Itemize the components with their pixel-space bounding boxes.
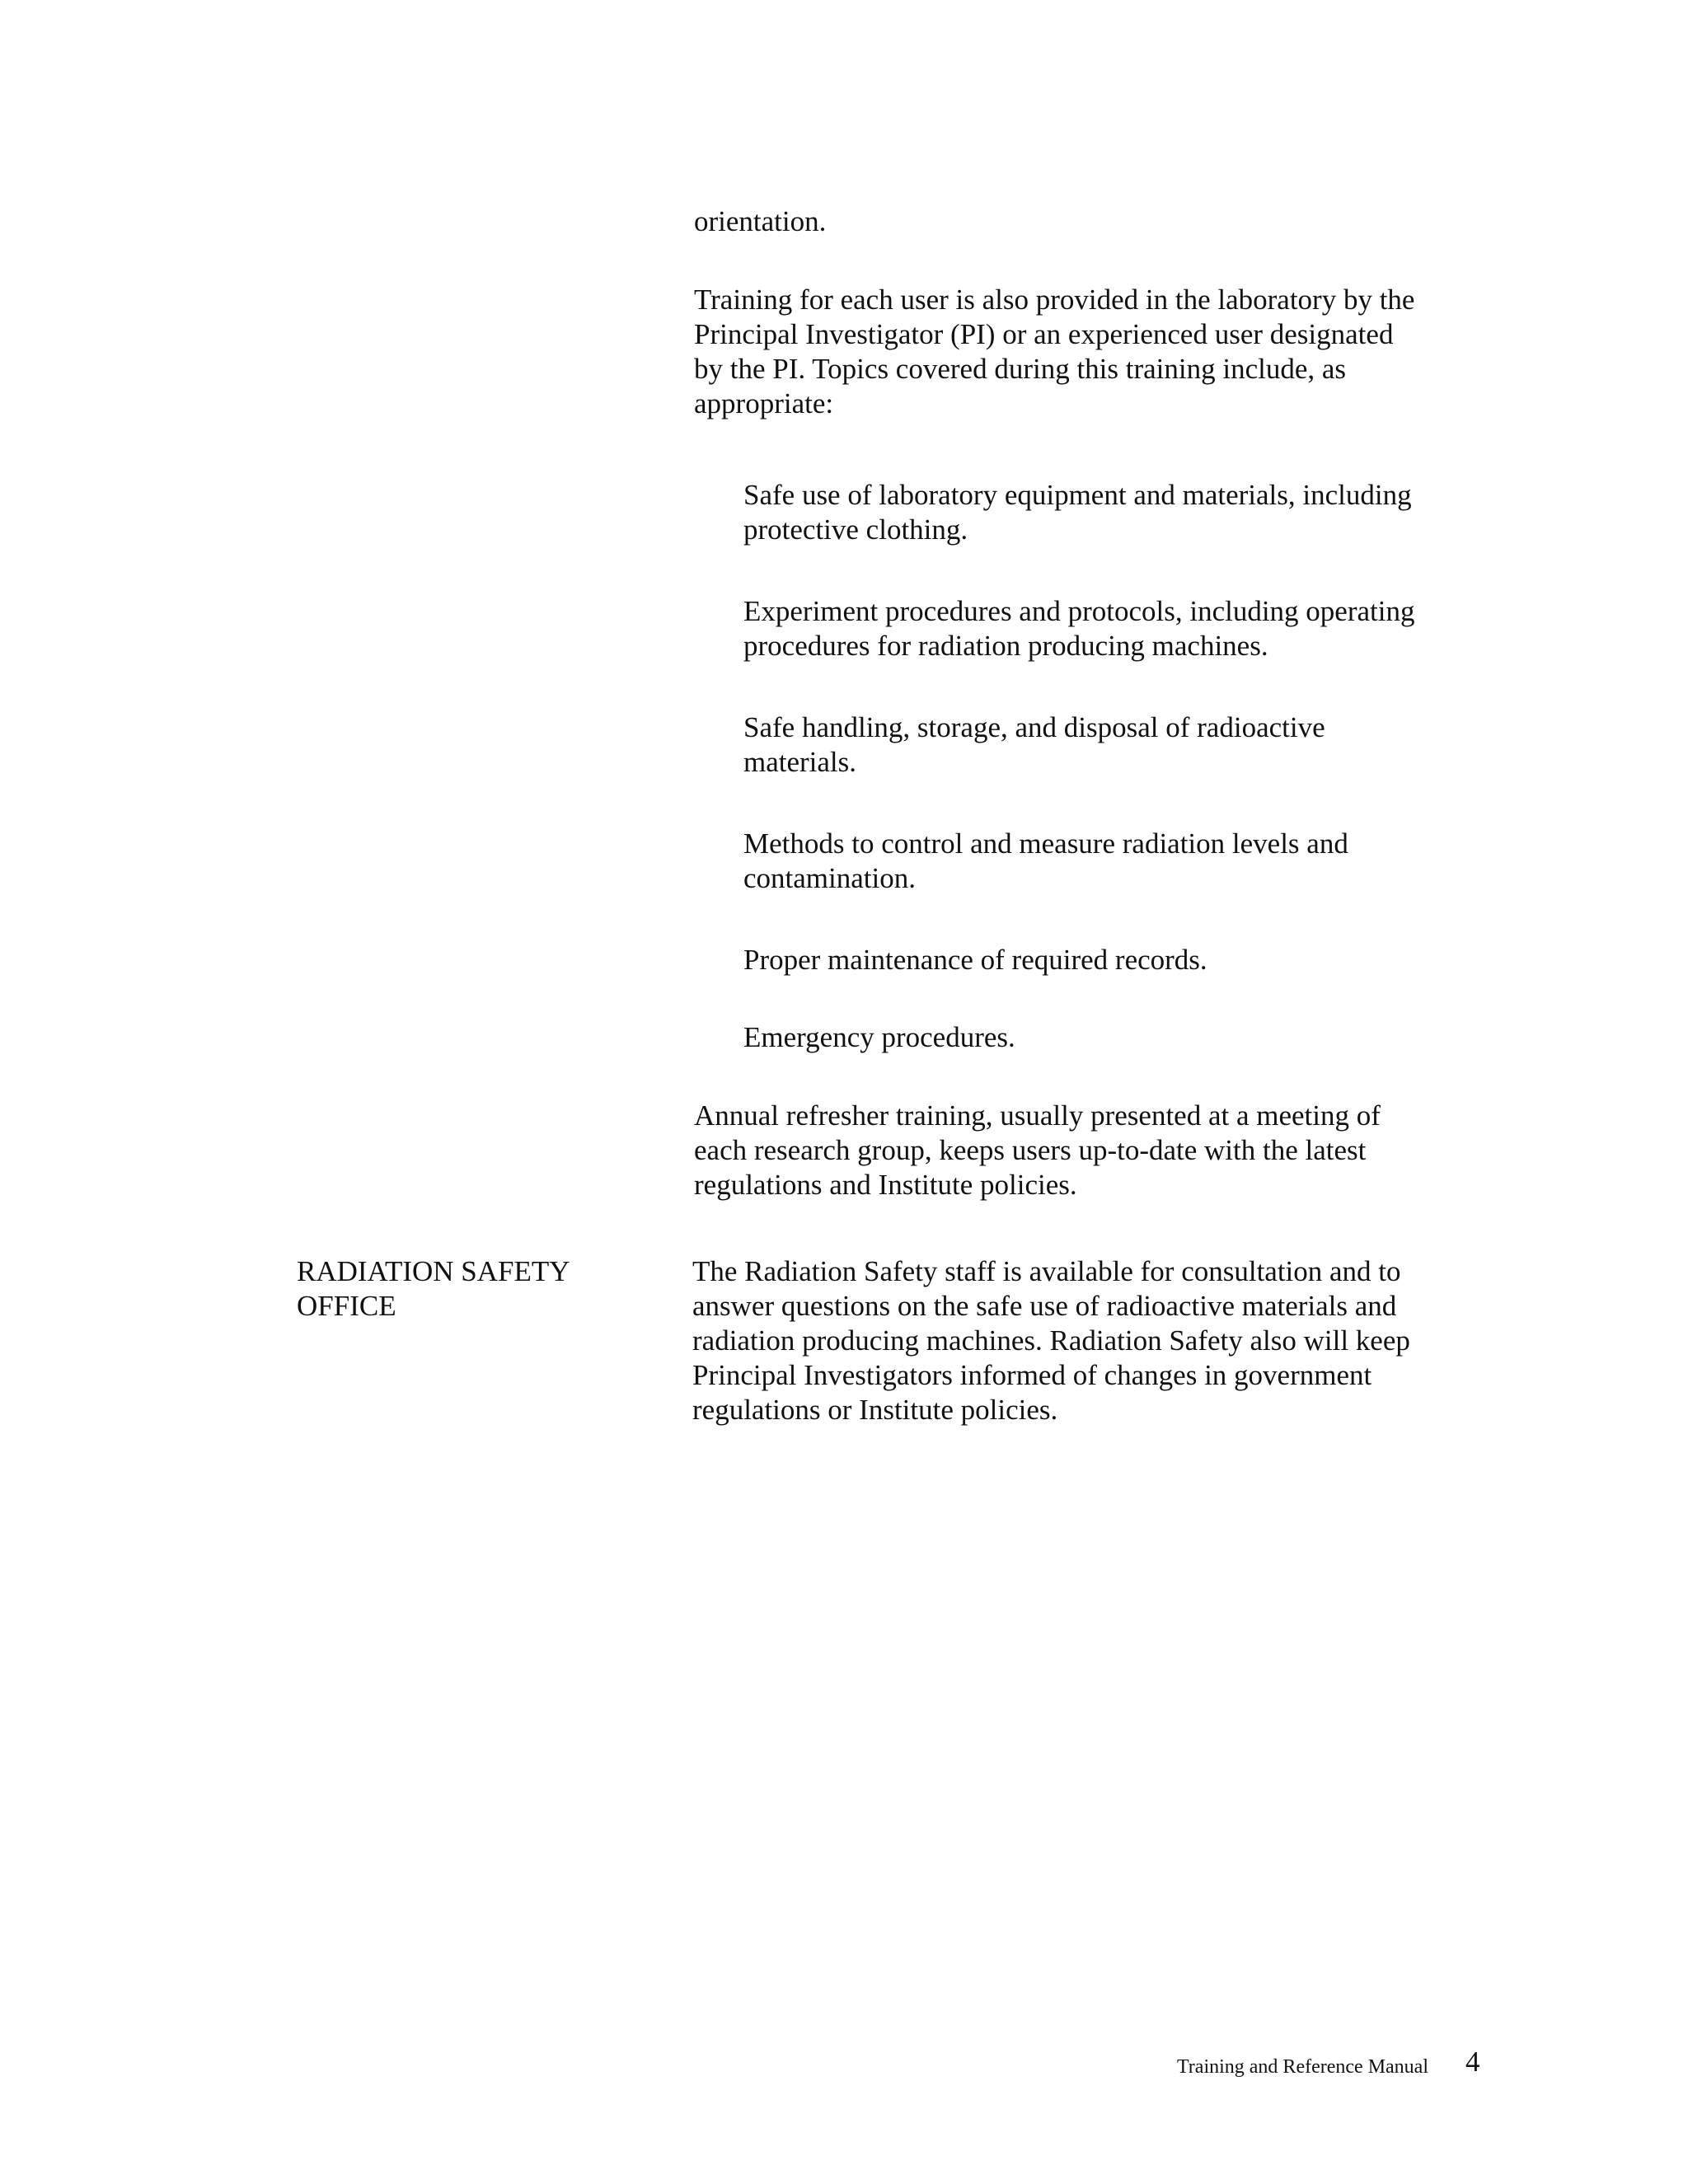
rso-section-heading (297, 1254, 643, 1324)
topic-item: Methods to control and measure radiation levels and contamination. (743, 827, 1348, 894)
lab-training-paragraph: Training for each user is also provided in the laboratory by the Principal Investigator (PI) or an experienced user designated by the PI. Topics covered during this training include, as appropriate: (694, 284, 1415, 419)
rso-heading-line: RADIATION SAFETY (297, 1255, 570, 1287)
topic-item: Safe handling, storage, and disposal of radioactive materials. (743, 711, 1325, 778)
footer-manual-title: Training and Reference Manual (1176, 2056, 1428, 2078)
refresher-paragraph: Annual refresher training, usually presented at a meeting of each research group, keeps users up-to-date with the latest regulations and Institute policies. (694, 1099, 1381, 1201)
intro-tail-text: orientation. (694, 205, 827, 237)
rso-heading-line: OFFICE (297, 1290, 396, 1322)
topic-item: Emergency procedures. (743, 1021, 1015, 1053)
topic-item: Experiment procedures and protocols, including operating procedures for radiation producing machines. (743, 595, 1415, 662)
topic-item: Proper maintenance of required records. (743, 944, 1207, 976)
topic-item: Safe use of laboratory equipment and materials, including protective clothing. (743, 479, 1412, 546)
footer-page-number: 4 (1465, 2046, 1480, 2078)
rso-paragraph: The Radiation Safety staff is available for consultation and to answer questions on the safe use of radioactive materials and radiation producing machines. Radiation Safety also will keep Principal Investigators informed of changes in government regulations or Institute policies. (692, 1255, 1410, 1426)
